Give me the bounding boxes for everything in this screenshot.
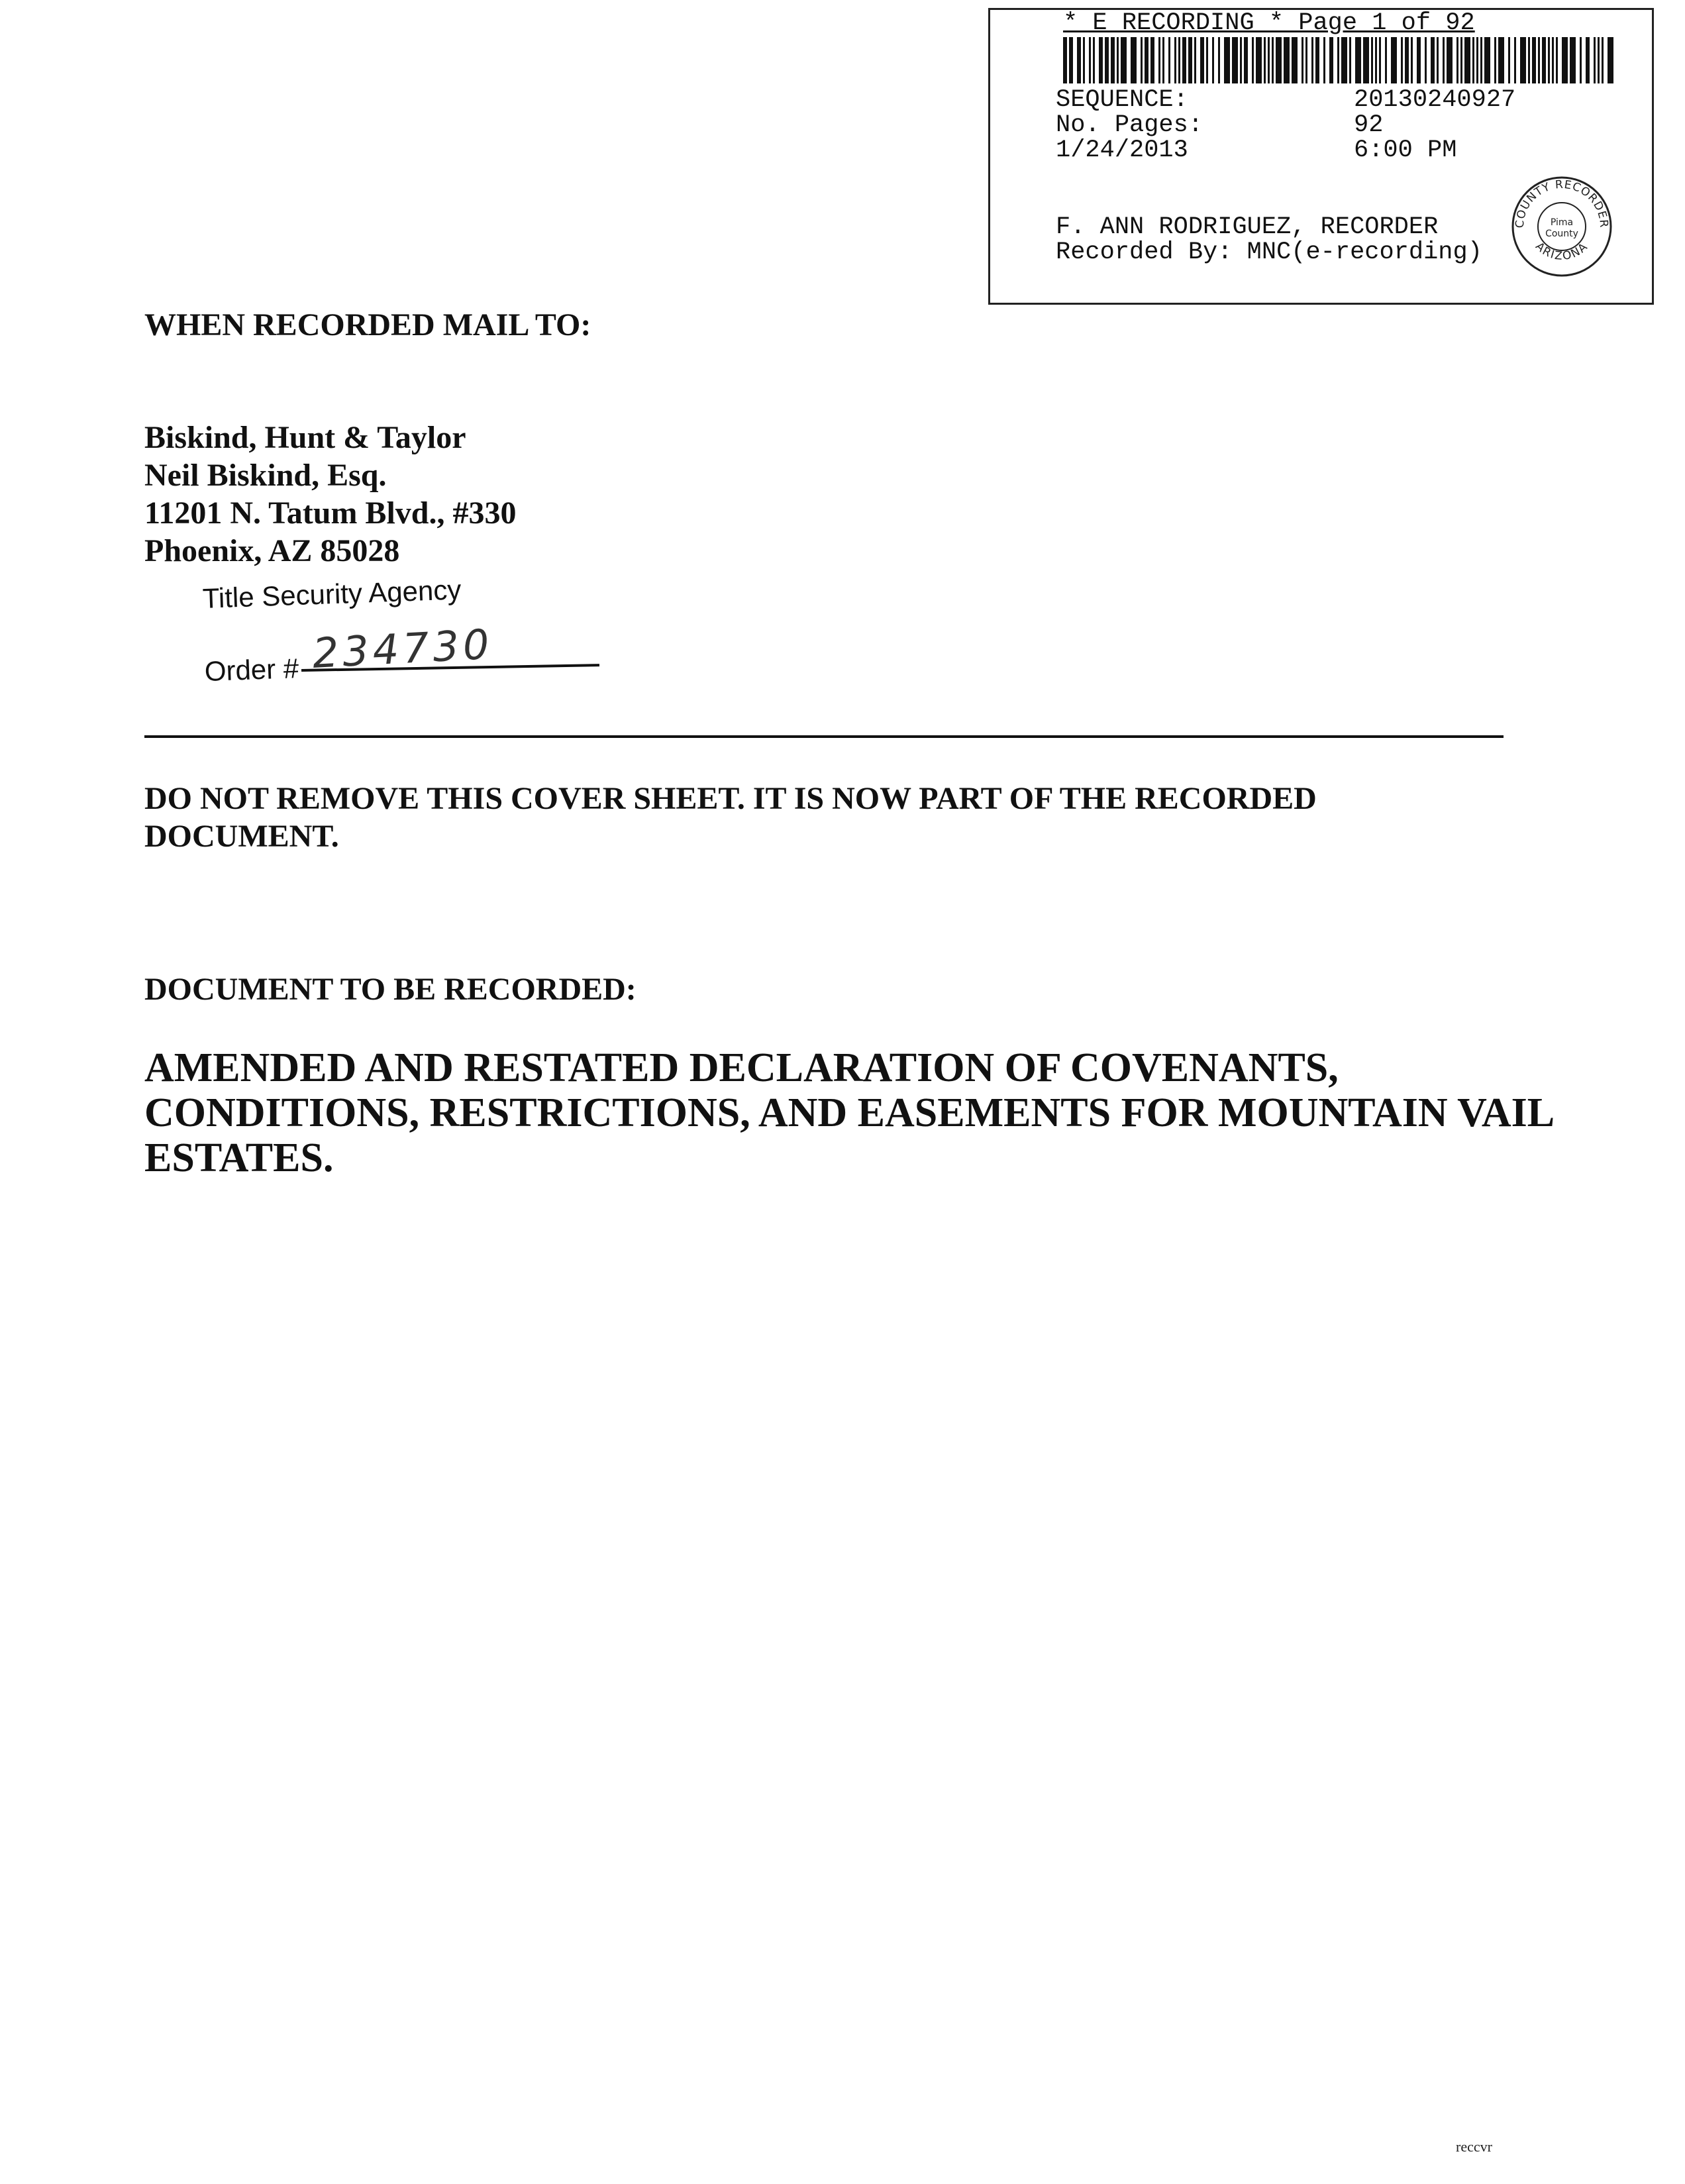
document-title-line-3: ESTATES. — [144, 1135, 334, 1180]
barcode-bar — [1111, 37, 1115, 83]
barcode-bar — [1375, 37, 1377, 83]
barcode-bar — [1371, 37, 1373, 83]
barcode-bar — [1425, 37, 1427, 83]
barcode-bar — [1437, 37, 1439, 83]
barcode-bar — [1168, 37, 1170, 83]
barcode-bar — [1556, 37, 1558, 83]
barcode-bar — [1484, 37, 1490, 83]
barcode-bar — [1411, 37, 1413, 83]
barcode-bar — [1194, 37, 1196, 83]
barcode-bar — [1498, 37, 1504, 83]
barcode-bar — [1514, 37, 1516, 83]
barcode-bar — [1443, 37, 1445, 83]
barcode-bar — [1182, 37, 1186, 83]
barcode-bar — [1401, 37, 1403, 83]
seal-center-line-2: County — [1545, 229, 1578, 239]
barcode-bar — [1431, 37, 1435, 83]
cover-sheet-notice-line-2: DOCUMENT. — [144, 819, 339, 854]
barcode-bar — [1464, 37, 1470, 83]
address-line-attorney: Neil Biskind, Esq. — [144, 458, 387, 493]
barcode-bar — [1363, 37, 1369, 83]
barcode-bar — [1405, 37, 1409, 83]
barcode-bar — [1089, 37, 1091, 83]
barcode-bar — [1494, 37, 1496, 83]
mail-to-heading: WHEN RECORDED MAIL TO: — [144, 307, 591, 342]
barcode-bar — [1460, 37, 1462, 83]
cover-sheet-notice-line-1: DO NOT REMOVE THIS COVER SHEET. IT IS NOW PART OF THE RECORDED — [144, 781, 1317, 816]
barcode-bar — [1552, 37, 1554, 83]
barcode-bar — [1594, 37, 1596, 83]
barcode-bar — [1447, 37, 1453, 83]
barcode-bar — [1456, 37, 1458, 83]
barcode-bar — [1608, 37, 1613, 83]
horizontal-divider — [144, 735, 1504, 738]
pages-label: No. Pages: — [1056, 111, 1203, 139]
address-line-street: 11201 N. Tatum Blvd., #330 — [144, 495, 517, 531]
barcode-bar — [1391, 37, 1397, 83]
barcode-bar — [1093, 37, 1095, 83]
barcode-bar — [1077, 37, 1081, 83]
barcode-bar — [1240, 37, 1242, 83]
barcode-bar — [1224, 37, 1230, 83]
barcode-bar — [1476, 37, 1478, 83]
barcode-bar — [1083, 37, 1085, 83]
barcode-bar — [1349, 37, 1351, 83]
recorder-name: F. ANN RODRIGUEZ, RECORDER — [1056, 213, 1439, 241]
barcode-bar — [1256, 37, 1262, 83]
barcode-bar — [1337, 37, 1339, 83]
barcode-bar — [1145, 37, 1149, 83]
barcode-bar — [1218, 37, 1220, 83]
barcode-bar — [1355, 37, 1361, 83]
barcode-bar — [1586, 37, 1590, 83]
title-agency-name: Title Security Agency — [202, 574, 462, 614]
barcode-bar — [1602, 37, 1604, 83]
barcode-bar — [1121, 37, 1127, 83]
barcode-bar — [1174, 37, 1176, 83]
barcode-bar — [1379, 37, 1381, 83]
barcode-bar — [1580, 37, 1582, 83]
recorded-date: 1/24/2013 — [1056, 136, 1188, 164]
barcode-bar — [1598, 37, 1600, 83]
barcode-bar — [1302, 37, 1303, 83]
barcode-bar — [1158, 37, 1160, 83]
barcode-bar — [1315, 37, 1319, 83]
address-line-city: Phoenix, AZ 85028 — [144, 533, 400, 568]
barcode-bar — [1272, 37, 1274, 83]
barcode-bar — [1329, 37, 1333, 83]
barcode-bar — [1150, 37, 1154, 83]
barcode-bar — [1570, 37, 1576, 83]
barcode-bar — [1311, 37, 1313, 83]
barcode-bar — [1232, 37, 1238, 83]
barcode-bar — [1188, 37, 1192, 83]
barcode-bar — [1268, 37, 1270, 83]
barcode-bar — [1528, 37, 1530, 83]
barcode-bar — [1244, 37, 1248, 83]
document-title-line-1: AMENDED AND RESTATED DECLARATION OF COVENANTS, — [144, 1045, 1339, 1090]
recorded-by: Recorded By: MNC(e-recording) — [1056, 238, 1482, 266]
barcode-bar — [1264, 37, 1266, 83]
stamp-header: * E RECORDING * Page 1 of 92 — [1063, 9, 1475, 37]
barcode-bar — [1206, 37, 1208, 83]
barcode-bar — [1117, 37, 1119, 83]
barcode-bar — [1131, 37, 1137, 83]
barcode-bar — [1105, 37, 1109, 83]
county-recorder-seal-icon — [1509, 174, 1615, 280]
barcode-bar — [1178, 37, 1180, 83]
barcode-bar — [1542, 37, 1546, 83]
seal-center-line-1: Pima — [1550, 217, 1574, 228]
barcode-bar — [1162, 37, 1164, 83]
barcode-bar — [1099, 37, 1103, 83]
barcode-bar — [1341, 37, 1347, 83]
barcode-bar — [1508, 37, 1510, 83]
pages-value: 92 — [1354, 111, 1384, 139]
barcode-bar — [1562, 37, 1568, 83]
address-line-firm: Biskind, Hunt & Taylor — [144, 420, 466, 455]
barcode-bar — [1538, 37, 1540, 83]
barcode-bar — [1069, 37, 1073, 83]
barcode-bar — [1472, 37, 1474, 83]
barcode-bar — [1305, 37, 1307, 83]
document-title-line-2: CONDITIONS, RESTRICTIONS, AND EASEMENTS FOR MOUNTAIN VAIL — [144, 1090, 1555, 1135]
barcode-bar — [1141, 37, 1143, 83]
seal-bottom-text: ARIZONA — [1533, 240, 1591, 264]
barcode-bar — [1323, 37, 1325, 83]
document-heading: DOCUMENT TO BE RECORDED: — [144, 972, 637, 1007]
barcode-bar — [1520, 37, 1526, 83]
order-label: Order # — [204, 652, 299, 687]
barcode-bar — [1417, 37, 1421, 83]
barcode-bar — [1212, 37, 1214, 83]
barcode-bar — [1532, 37, 1536, 83]
order-number-handwritten: 234730 — [311, 619, 495, 678]
recorded-time: 6:00 PM — [1354, 136, 1457, 164]
footer-form-code: reccvr — [1456, 2138, 1492, 2155]
barcode — [1063, 37, 1616, 83]
seal-top-text: COUNTY RECORDER — [1513, 178, 1611, 229]
barcode-bar — [1480, 37, 1482, 83]
barcode-bar — [1200, 37, 1204, 83]
sequence-label: SEQUENCE: — [1056, 86, 1188, 114]
barcode-bar — [1063, 37, 1067, 83]
barcode-bar — [1385, 37, 1387, 83]
barcode-bar — [1284, 37, 1290, 83]
sequence-value: 20130240927 — [1354, 86, 1516, 114]
barcode-bar — [1276, 37, 1282, 83]
barcode-bar — [1548, 37, 1550, 83]
barcode-bar — [1252, 37, 1254, 83]
barcode-bar — [1292, 37, 1298, 83]
